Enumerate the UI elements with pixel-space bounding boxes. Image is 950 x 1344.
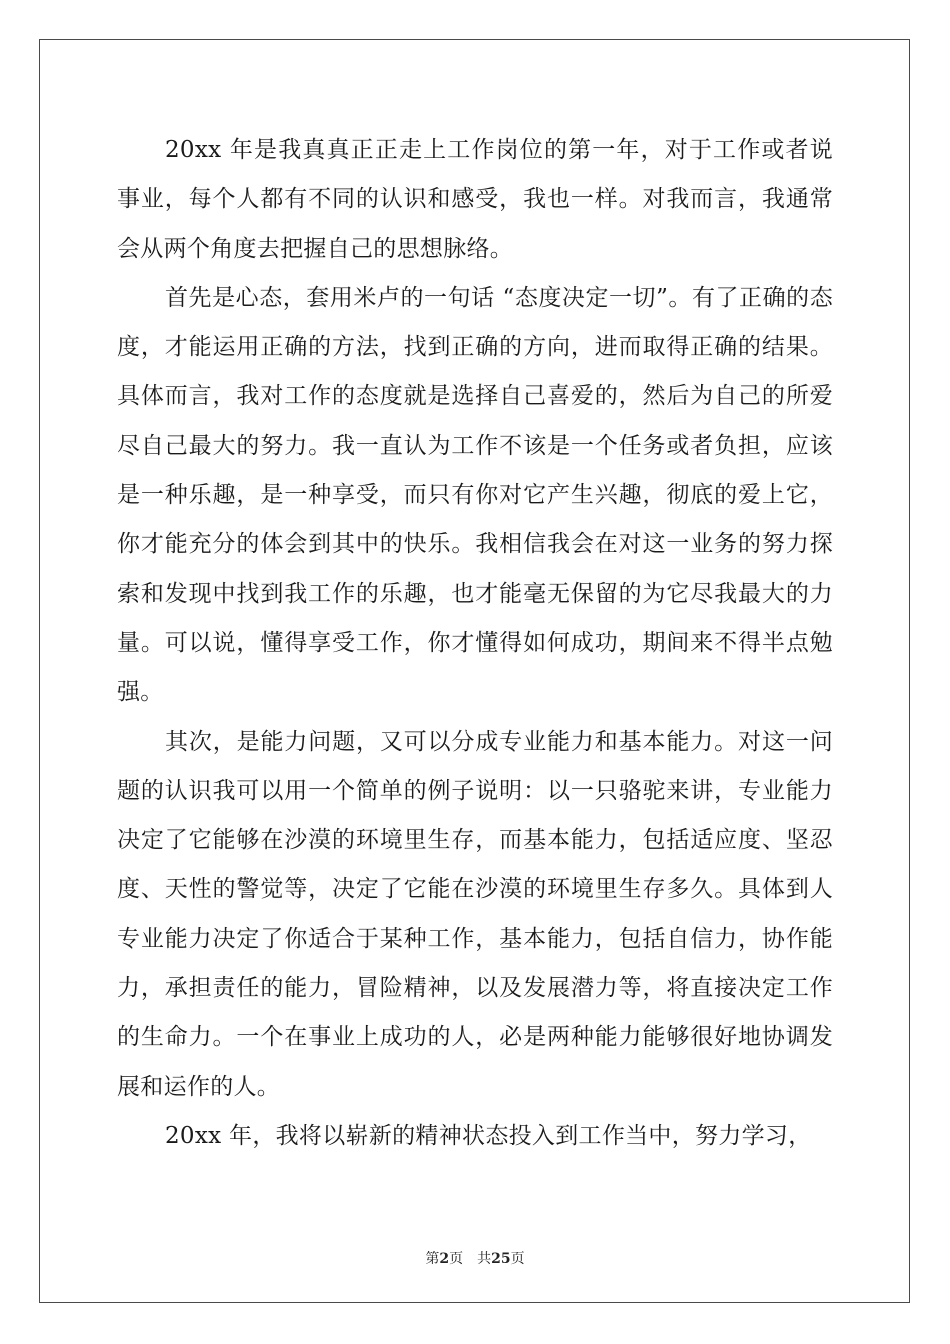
page-suffix: 页 bbox=[449, 1251, 464, 1267]
paragraph-4: 20xx 年，我将以崭新的精神状态投入到工作当中，努力学习， bbox=[165, 1122, 812, 1149]
paragraph-3: 其次，是能力问题，又可以分成专业能力和基本能力。对这一问题的认识我可以用一个简单的例子说明：以一只骆驼来讲，专业能力决定了它能够在沙漠的环境里生存，而基本能力，包括适应度、坚忍度、天性的警觉等，决定了它能在沙漠的环境里生存多久。具体到人专业能力决定了你适合于某种工作，基本能力，包括自信力，协作能力，承担责任的能力，冒险精神，以及发展潜力等，将直接决定工作的生命力。一个在事业上成功的人，必是两种能力能够很好地协调发展和运作的人。 bbox=[117, 728, 833, 1100]
paragraph-2: 首先是心态，套用米卢的一句话 “态度决定一切”。有了正确的态度，才能运用正确的方法，找到正确的方向，进而取得正确的结果。具体而言，我对工作的态度就是选择自己喜爱的，然后为自己的所爱尽自己最大的努力。我一直认为工作不该是一个任务或者负担，应该是一种乐趣，是一种享受，而只有你对它产生兴趣，彻底的爱上它，你才能充分的体会到其中的快乐。我相信我会在对这一业务的努力探索和发现中找到我工作的乐趣，也才能毫无保留的为它尽我最大的力量。可以说，懂得享受工作，你才懂得如何成功，期间来不得半点勉强。 bbox=[117, 284, 833, 706]
page-prefix: 第 bbox=[425, 1251, 440, 1267]
page-number: 2 bbox=[439, 1251, 450, 1267]
document-body bbox=[117, 126, 833, 1161]
paragraph-1: 20xx 年是我真真正正走上工作岗位的第一年，对于工作或者说事业，每个人都有不同的认识和感受，我也一样。对我而言，我通常会从两个角度去把握自己的思想脉络。 bbox=[117, 137, 833, 262]
page-footer bbox=[0, 1248, 950, 1268]
total-pages: 25 bbox=[491, 1251, 511, 1267]
total-suffix: 页 bbox=[510, 1251, 525, 1267]
total-prefix: 共 bbox=[477, 1251, 492, 1267]
